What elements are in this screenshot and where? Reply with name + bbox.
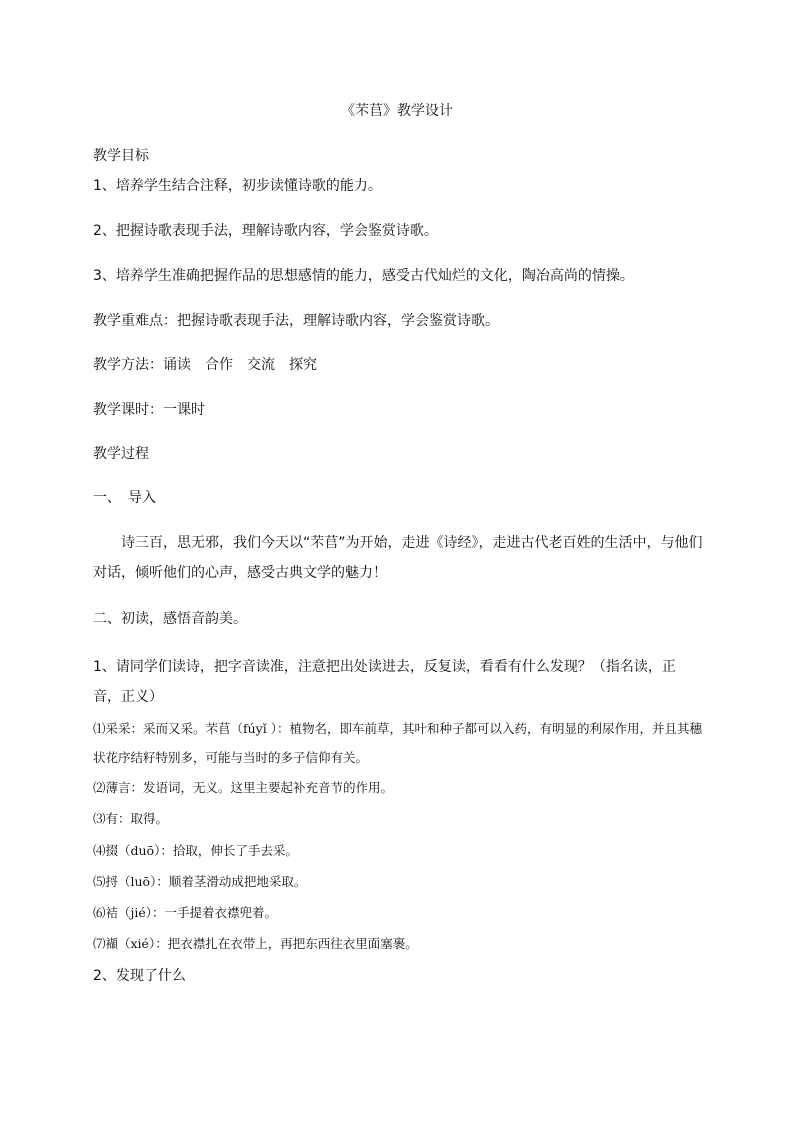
process-heading: 教学过程: [93, 446, 149, 462]
intro-paragraph: 诗三百，思无邪，我们今天以“芣苢”为开始，走进《诗经》，走进古代老百姓的生活中，与他们对话，倾听他们的心声，感受古典文学的魅力！: [93, 535, 703, 581]
class-hours: 教学课时：一课时: [93, 402, 205, 418]
teaching-methods: 教学方法：诵读 合作 交流 探究: [93, 357, 317, 373]
note-2: ⑵薄言：发语词，无义。这里主要起补充音节的作用。: [93, 780, 394, 795]
step-1-paragraph: 1、请同学们读诗，把字音读准，注意把出处读进去，反复读，看看有什么发现？（指名读，正音，正义）: [93, 659, 676, 705]
note-6: ⑹袺（jié）：一手提着衣襟兜着。: [93, 905, 278, 920]
goals-heading: 教学目标: [93, 148, 149, 164]
goal-3: 3、培养学生准确把握作品的思想感情的能力，感受古代灿烂的文化，陶冶高尚的情操。: [93, 268, 634, 284]
step-2-heading: 2、发现了什么: [93, 968, 186, 984]
goal-2: 2、把握诗歌表现手法，理解诗歌内容，学会鉴赏诗歌。: [93, 223, 438, 239]
note-5: ⑸捋（luō）：顺着茎滑动成把地采取。: [93, 874, 307, 889]
note-1: ⑴采采：采而又采。芣苢（fúyǐ ）：植物名，即车前草，其叶和种子都可以入药，有明显的利尿作用，并且其穗状花序结籽特别多，可能与当时的多子信仰有关。: [93, 721, 702, 765]
goal-1: 1、培养学生结合注释，初步读懂诗歌的能力。: [93, 178, 382, 194]
note-4: ⑷掇（duō）：拾取，伸长了手去采。: [93, 843, 298, 858]
note-3: ⑶有：取得。: [93, 811, 169, 826]
section-1-heading: 一、 导入: [93, 490, 156, 506]
key-points: 教学重难点：把握诗歌表现手法，理解诗歌内容，学会鉴赏诗歌。: [93, 313, 499, 329]
document-title: 《芣苢》教学设计: [341, 103, 453, 119]
section-2-heading: 二、初读，感悟音韵美。: [93, 611, 247, 627]
note-7: ⑺襭（xié）：把衣襟扎在衣带上，再把东西往衣里面塞裹。: [93, 936, 418, 951]
